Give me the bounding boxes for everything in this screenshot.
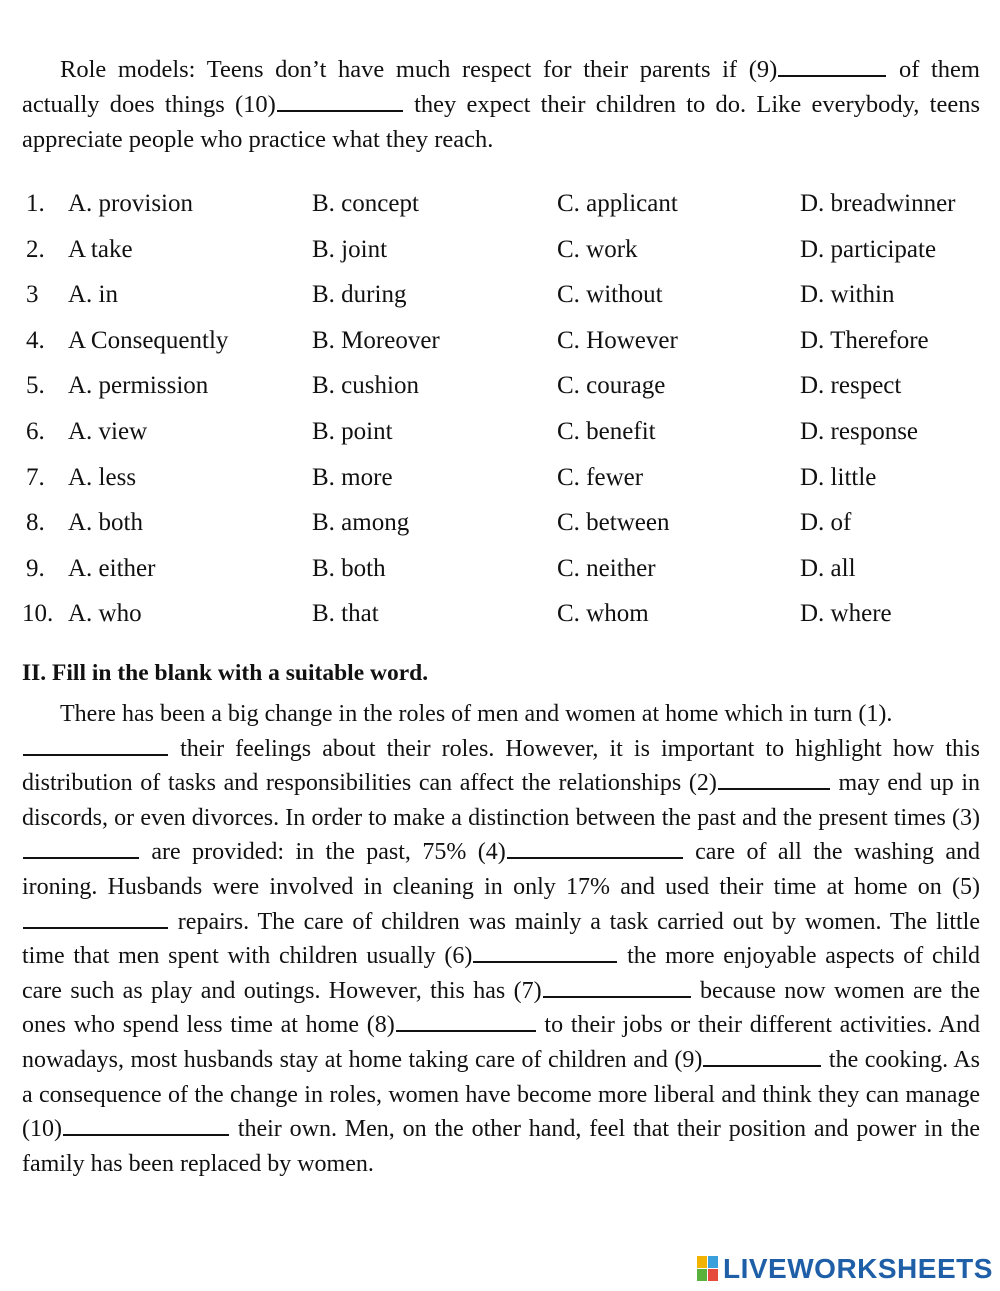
options-table — [22, 181, 980, 637]
option-c[interactable]: C. fewer — [557, 463, 644, 491]
blank-9[interactable] — [703, 1043, 821, 1067]
option-d[interactable]: D. where — [800, 600, 892, 628]
option-b[interactable]: B. both — [312, 554, 386, 582]
blank-9[interactable] — [778, 53, 886, 77]
option-c[interactable]: C. without — [557, 281, 663, 309]
option-b[interactable]: B. point — [312, 417, 393, 445]
blank-6[interactable] — [473, 939, 617, 963]
option-c[interactable]: C. between — [557, 509, 670, 537]
passage-text: they expect their children to do. Like everybody, teens appreciate people who practice what they reach. — [22, 91, 980, 153]
option-d[interactable]: D. participate — [800, 235, 937, 263]
option-row — [22, 318, 980, 364]
passage-text: repairs. The care of children was mainly a task carried out by women. The little time that men spent with children usually (6) — [22, 908, 980, 970]
option-row — [22, 455, 980, 501]
option-b[interactable]: B. among — [312, 509, 410, 537]
question-number: 1. — [26, 190, 45, 217]
option-b[interactable]: B. during — [312, 281, 407, 309]
option-c[interactable]: C. whom — [557, 600, 649, 628]
passage-text: because now women are the ones who spend less time at home (8) — [22, 977, 981, 1039]
option-row — [22, 500, 980, 546]
option-a[interactable]: A. either — [68, 554, 156, 582]
option-c[interactable]: C. applicant — [557, 190, 678, 217]
option-c[interactable]: C. However — [557, 326, 678, 354]
option-a[interactable]: A take — [68, 235, 133, 263]
logo-text: LIVEWORKSHEETS — [723, 1253, 993, 1284]
option-d[interactable]: D. within — [800, 281, 895, 309]
passage-text: Role models: Teens don’t have much respect for their parents if (9) — [60, 56, 778, 83]
option-d[interactable]: D. all — [800, 554, 856, 582]
passage-text: care of all the washing and ironing. Husbands were involved in cleaning in only 17% and used their time at home on (5) — [22, 839, 980, 900]
question-number: 2. — [26, 235, 45, 263]
passage-text: of them actually does things (10) — [22, 56, 980, 118]
option-row — [22, 363, 980, 409]
option-c[interactable]: C. courage — [557, 372, 666, 400]
blank-4[interactable] — [507, 835, 683, 859]
option-d[interactable]: D. Therefore — [800, 326, 929, 354]
option-b[interactable]: B. cushion — [312, 372, 419, 400]
passage-text: to their jobs or their different activities. And nowadays, most husbands stay at home taking care of children and (9) — [22, 1012, 980, 1073]
option-a[interactable]: A. who — [68, 600, 142, 628]
option-a[interactable]: A. view — [68, 417, 148, 445]
option-a[interactable]: A. provision — [68, 190, 193, 217]
blank-5[interactable] — [23, 905, 168, 929]
option-d[interactable]: D. breadwinner — [800, 190, 956, 217]
blank-7[interactable] — [543, 974, 691, 998]
option-row — [22, 272, 980, 318]
section-heading: II. Fill in the blank with a suitable word. — [22, 660, 429, 686]
option-d[interactable]: D. of — [800, 509, 852, 537]
passage-text: the more enjoyable aspects of child care such as play and outings. However, this has (7) — [22, 943, 980, 1004]
passage-text: are provided: in the past, 75% (4) — [140, 839, 506, 866]
question-number: 3 — [26, 281, 39, 309]
option-b[interactable]: B. joint — [312, 235, 388, 263]
blank-1[interactable] — [23, 732, 168, 756]
passage-role-models — [22, 52, 980, 157]
question-number: 7. — [26, 463, 45, 491]
option-a[interactable]: A. both — [68, 509, 143, 537]
liveworksheets-logo-icon — [697, 1256, 719, 1282]
option-d[interactable]: D. little — [800, 463, 877, 491]
option-row — [22, 591, 980, 637]
option-row — [22, 546, 980, 592]
question-number: 6. — [26, 417, 45, 445]
blank-8[interactable] — [396, 1008, 536, 1032]
option-a[interactable]: A Consequently — [68, 326, 229, 354]
blank-3[interactable] — [23, 835, 139, 859]
question-number: 8. — [26, 509, 45, 537]
question-number: 9. — [26, 554, 45, 582]
option-row — [22, 181, 980, 227]
option-a[interactable]: A. permission — [68, 372, 209, 400]
passage-text: may end up in discords, or even divorces. In order to make a distinction between the past and the present times (3) — [22, 770, 981, 831]
option-b[interactable]: B. more — [312, 463, 393, 491]
option-d[interactable]: D. response — [800, 417, 919, 445]
passage-gender-roles — [22, 697, 980, 1181]
question-number: 10. — [22, 600, 54, 628]
question-number: 5. — [26, 372, 45, 400]
blank-10[interactable] — [63, 1112, 229, 1136]
option-b[interactable]: B. concept — [312, 190, 419, 217]
blank-2[interactable] — [718, 766, 830, 790]
option-b[interactable]: B. that — [312, 600, 379, 628]
option-c[interactable]: C. work — [557, 235, 638, 263]
option-c[interactable]: C. neither — [557, 554, 656, 582]
passage-text: their feelings about their roles. However, it is important to highlight how this distribution of tasks and responsibilities can affect the relationships (2) — [22, 735, 980, 797]
option-row — [22, 227, 980, 273]
liveworksheets-logo — [697, 1252, 993, 1286]
option-c[interactable]: C. benefit — [557, 417, 656, 445]
blank-10[interactable] — [277, 88, 403, 112]
option-row — [22, 409, 980, 455]
question-number: 4. — [26, 326, 45, 354]
option-d[interactable]: D. respect — [800, 372, 902, 400]
option-a[interactable]: A. less — [68, 463, 137, 491]
option-a[interactable]: A. in — [68, 281, 118, 309]
passage-text: their own. Men, on the other hand, feel that their position and power in the family has been replaced by women. — [22, 1116, 980, 1177]
option-b[interactable]: B. Moreover — [312, 326, 440, 354]
passage-text: the cooking. As a consequence of the change in roles, women have become more liberal and think they can manage (10) — [22, 1046, 980, 1143]
passage-text: There has been a big change in the roles of men and women at home which in turn (1). — [60, 701, 893, 727]
